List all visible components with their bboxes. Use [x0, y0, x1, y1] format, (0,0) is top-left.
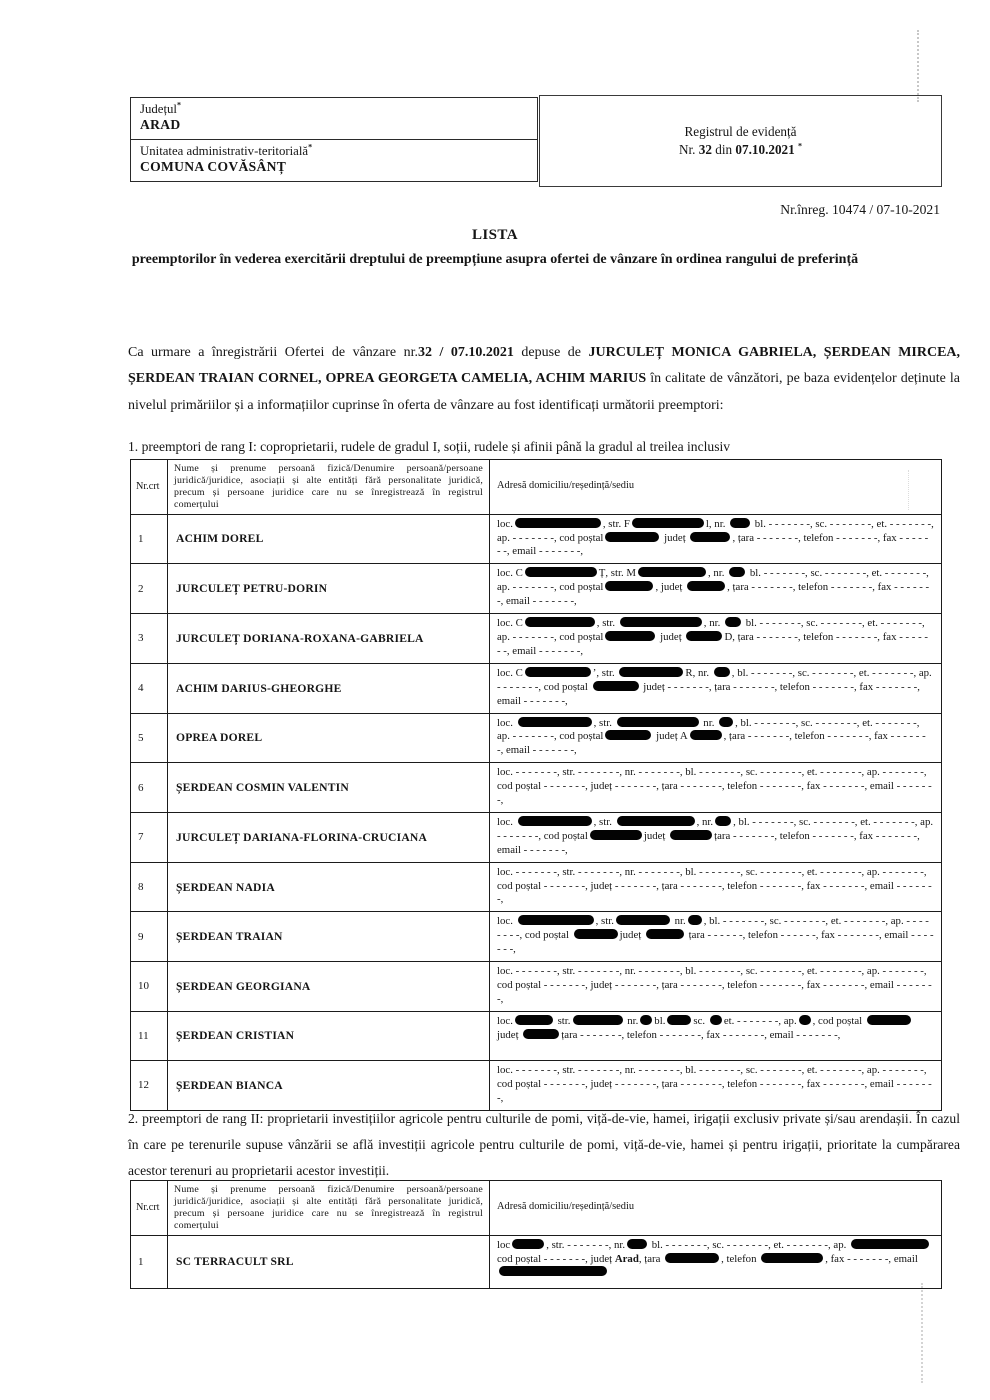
row-name: ACHIM DARIUS-GHEORGHE: [168, 664, 490, 713]
address-text: loc.: [497, 915, 516, 928]
address-text: , cod poștal: [812, 1014, 865, 1027]
address-text: R, nr.: [685, 666, 712, 679]
redaction-mark: [512, 1239, 544, 1249]
text-segment: Ca urmare a înregistrării Ofertei de vânzare nr.: [128, 345, 419, 360]
row-name: OPREA DOREL: [168, 714, 490, 763]
header-cell-address: Adresă domiciliu/reședință/sediu: [497, 1201, 635, 1213]
table-row: [131, 663, 941, 713]
address-text: , str.: [593, 815, 615, 828]
address-text: sc.: [693, 1014, 708, 1027]
table-body: [131, 514, 941, 1110]
redaction-mark: [799, 1015, 811, 1025]
address-text: cod poștal - - - - - - -, județ: [497, 1252, 615, 1265]
redaction-mark: [574, 929, 618, 939]
address-text: , țara: [638, 1252, 664, 1265]
address-text: loc. - - - - - - -, str. - - - - - - -, nr. - - - - - - -, bl. - - - - - - -, sc. - - - - - - -, et. - - - - - - -, ap. - - - - - - -, cod poștal - - - - - - -, județ - - - - - - -, țara - - - - - - -, telefon - - - - - - -, fax - - - - - - -, email - - - - - - -,: [497, 766, 932, 807]
row-number: 2: [131, 564, 168, 613]
redaction-mark: [761, 1253, 823, 1263]
row-name: ȘERDEAN NADIA: [168, 863, 490, 912]
redaction-mark: [525, 667, 591, 677]
row-number: 4: [131, 664, 168, 713]
address-text: , bl. - - - - - - -, sc. - - - - - - -, et. - - - - - - -, ap. - - - - - - -, cod poștal: [497, 666, 932, 693]
address-text: țara - - - - - - -, telefon - - - - - - -, fax - - - - - - -, email - - - - - - -,: [561, 1028, 841, 1041]
row-number: 7: [131, 813, 168, 862]
admin-unit-value: COMUNA COVĂSÂNȚ: [140, 159, 287, 174]
redaction-mark: [632, 518, 704, 528]
address-text: loc. - - - - - - -, str. - - - - - - -, nr. - - - - - - -, bl. - - - - - - -, sc. - - - - - - -, et. - - - - - - -, ap. - - - - - - -, cod poștal - - - - - - -, județ - - - - - - -, țara - - - - - - -, telefon - - - - - - -, fax - - - - - - -, email - - - - - - -,: [497, 865, 932, 906]
row-address: [490, 1236, 941, 1288]
redaction-mark: [710, 1015, 722, 1025]
address-text: loc. C: [497, 666, 523, 679]
redaction-mark: [690, 532, 730, 542]
table-row: [131, 1060, 941, 1110]
address-text: , nr.: [708, 567, 728, 580]
redaction-mark: [640, 1015, 652, 1025]
row-address: [490, 763, 941, 812]
row-address: [490, 1061, 941, 1110]
header-cell-name: Nume și prenume persoană fizică/Denumire persoană/persoane juridică/juridice, asociații și alte entități fără personalitate juridică, precum și persoane juridice care nu se înregistrează în registrul comerțului: [168, 1181, 490, 1235]
table-row: [131, 762, 941, 812]
admin-unit-label: Unitatea administrativ-teritorială*: [140, 142, 313, 158]
redaction-mark: [729, 567, 745, 577]
redaction-mark: [730, 518, 750, 528]
row-address: [490, 564, 941, 613]
row-address: [490, 813, 941, 862]
redaction-mark: [525, 617, 595, 627]
document-subtitle: preemptorilor în vederea exercitării dreptului de preempțiune asupra ofertei de vânzare în ordinea rangului de preferință: [131, 252, 859, 267]
row-name: SC TERRACULT SRL: [168, 1236, 490, 1288]
redaction-mark: [665, 1253, 719, 1263]
address-text: , str.: [596, 617, 618, 630]
row-name: ȘERDEAN BIANCA: [168, 1061, 490, 1110]
redaction-mark: [605, 532, 659, 542]
row-address: [490, 1012, 941, 1060]
redaction-mark: [867, 1015, 911, 1025]
row-number: 3: [131, 614, 168, 663]
row-number: 8: [131, 863, 168, 912]
row-number: 1: [131, 515, 168, 564]
row-number: 11: [131, 1012, 168, 1060]
row-name: JURCULEȚ DARIANA-FLORINA-CRUCIANA: [168, 813, 490, 862]
address-text: loc. - - - - - - -, str. - - - - - - -, nr. - - - - - - -, bl. - - - - - - -, sc. - - - - - - -, et. - - - - - - -, ap. - - - - - - -, cod poștal - - - - - - -, județ - - - - - - -, țara - - - - - - -, telefon - - - - - - -, fax - - - - - - -, email - - - - - - -,: [497, 965, 932, 1005]
address-text: , bl. - - - - - - -, sc. - - - - - - -, et. - - - - - - -, ap. - - - - - - -, cod poștal: [497, 716, 920, 743]
table-row: [131, 812, 941, 862]
table-row: [131, 713, 941, 763]
row-name: JURCULEȚ PETRU-DORIN: [168, 564, 490, 613]
redaction-mark: [515, 1015, 553, 1025]
table-row: [131, 961, 941, 1011]
address-text: , bl. - - - - - - -, sc. - - - - - - -, et. - - - - - - -, ap. - - - - - - - -, cod poștal: [497, 915, 929, 942]
row-name: JURCULEȚ DORIANA-ROXANA-GABRIELA: [168, 614, 490, 663]
header-left-box: [130, 97, 538, 182]
redaction-mark: [605, 581, 653, 591]
redaction-mark: [690, 730, 722, 740]
text-segment: depuse de: [513, 345, 589, 360]
redaction-mark: [851, 1239, 929, 1249]
address-text: loc.: [497, 517, 513, 530]
address-text: loc.: [497, 716, 516, 729]
redaction-mark: [525, 567, 597, 577]
address-text: țara - - - - - - -, telefon - - - - - - -, fax - - - - - - -, email - - - - - - -,: [497, 829, 920, 856]
row-address: [490, 962, 941, 1011]
address-text: județ A: [653, 730, 688, 743]
section1-heading: 1. preemptori de rang I: coproprietarii, rudele de gradul I, soții, rudele și afinii până la gradul al treilea inclusiv: [128, 439, 731, 454]
address-text: județ: [497, 1028, 522, 1041]
county-cell: [131, 98, 537, 140]
table-row: [131, 514, 941, 564]
address-text: nr.: [671, 915, 686, 928]
address-text: loc.: [497, 815, 516, 828]
redaction-mark: [523, 1029, 559, 1039]
redaction-mark: [667, 1015, 691, 1025]
address-text: țara - - - - - -, telefon - - - - - -, fax - - - - - - -, email - - - - - - -,: [497, 929, 934, 956]
row-number: 9: [131, 912, 168, 961]
redaction-mark: [518, 915, 594, 925]
row-number: 5: [131, 714, 168, 763]
address-text: , str. - - - - - - -, nr.: [546, 1238, 626, 1251]
row-name: ȘERDEAN TRAIAN: [168, 912, 490, 961]
address-text: , fax - - - - - - -, email: [825, 1252, 918, 1265]
scan-artifact: [917, 30, 919, 102]
address-text: , str.: [595, 915, 614, 928]
address-text: bl. - - - - - - -, sc. - - - - - - -, et. - - - - - - -, ap.: [649, 1238, 850, 1251]
redaction-mark: [590, 830, 642, 840]
address-text: nr.: [700, 716, 718, 729]
text-segment: în calitate de vânzători, pe baza evidențelor deținute la nivelul primăriilor și a informațiilor cuprinse în oferta de vânzare au fost identificați următorii preemptori:: [128, 371, 960, 413]
row-address: [490, 515, 941, 564]
redaction-mark: [714, 667, 730, 677]
registry-title: Registrul de evidență: [684, 124, 797, 139]
address-text: bl. - - - - - - -, sc. - - - - - - -, et. - - - - - - -, ap. - - - - - - -, cod poștal: [497, 517, 934, 544]
address-text: loc: [497, 1238, 511, 1251]
row-address: [490, 664, 941, 713]
table-row: [131, 862, 941, 912]
county-label: Județul*: [140, 100, 181, 116]
redaction-mark: [725, 617, 741, 627]
redaction-mark: [518, 816, 592, 826]
redaction-mark: [627, 1239, 647, 1249]
table-header-row: [131, 1181, 941, 1235]
row-address: [490, 614, 941, 663]
table-header-row: [131, 460, 941, 514]
address-text: , nr.: [696, 815, 714, 828]
redaction-mark: [715, 816, 731, 826]
redaction-mark: [620, 617, 702, 627]
text-segment: JURCULEȚ MONICA GABRIELA, ȘERDEAN MIRCEA, ȘERDEAN TRAIAN CORNEL, OPREA GEORGETA CAMELIA, ACHIM MARIUS: [128, 345, 961, 387]
address-text: bl. - - - - - - -, sc. - - - - - - -, et. - - - - - - -, ap. - - - - - - -, cod poștal: [497, 567, 929, 594]
document-title: LISTA: [472, 227, 518, 243]
redaction-mark: [499, 1266, 607, 1276]
redaction-mark: [688, 915, 702, 925]
text-segment: 32 / 07.10.2021: [418, 345, 514, 360]
header-cell-nr: Nr.crt: [131, 460, 168, 514]
table-row: [131, 613, 941, 663]
redaction-mark: [605, 631, 655, 641]
address-text: l, nr.: [705, 517, 729, 530]
address-text: bl.: [654, 1014, 666, 1027]
address-text: județ: [657, 630, 685, 643]
registry-box: [539, 95, 942, 187]
address-text: str.: [554, 1014, 571, 1027]
address-text: Ț, str. M: [598, 567, 636, 580]
redaction-mark: [515, 518, 601, 528]
row-address: [490, 863, 941, 912]
row-number: 1: [131, 1236, 168, 1288]
row-name: ȘERDEAN CRISTIAN: [168, 1012, 490, 1060]
redaction-mark: [617, 816, 695, 826]
address-text: loc. - - - - - - -, str. - - - - - - -, nr. - - - - - - -, bl. - - - - - - -, sc. - - - - - - -, et. - - - - - - -, ap. - - - - - - -, cod poștal - - - - - - -, județ - - - - - - -, țara - - - - - - -, telefon - - - - - - -, fax - - - - - - -, email - - - - - - -,: [497, 1063, 932, 1104]
address-text: , țara - - - - - - -, telefon - - - - - - -, fax - - - - - - -, email - - - - - - -,: [497, 531, 929, 558]
table-row: [131, 1011, 941, 1060]
address-text: , telefon: [721, 1252, 760, 1265]
address-text: județ: [619, 929, 644, 942]
address-text: , bl. - - - - - - -, sc. - - - - - - -, et. - - - - - - -, ap. - - - - - - -, cod poștal: [497, 815, 934, 842]
header-cell-nr: Nr.crt: [131, 1181, 168, 1235]
redaction-mark: [593, 681, 639, 691]
redaction-mark: [686, 631, 722, 641]
header-cell-address: Adresă domiciliu/reședință/sediu: [497, 480, 635, 492]
redaction-mark: [687, 581, 725, 591]
redaction-mark: [646, 929, 684, 939]
row-name: ACHIM DOREL: [168, 515, 490, 564]
address-text: , țara - - - - - - -, telefon - - - - - - -, fax - - - - - - -, email - - - - - - -,: [497, 581, 930, 608]
registration-number-line: Nr.înreg. 10474 / 07-10-2021: [780, 202, 940, 217]
row-number: 6: [131, 763, 168, 812]
intro-paragraph: [128, 340, 960, 419]
redaction-mark: [638, 567, 706, 577]
section2-heading: 2. preemptori de rang II: proprietarii investițiilor agricole pentru culturile de pomi, viță-de-vie, hamei, irigații exclusiv private și/sau arendașii. În cazul în care pe terenurile supuse vânzării se află investiții agricole pentru culturile de pomi, viță-de-vie, hamei și pentru irigații, prioritate la cumpărarea acestor terenuri au proprietarii acestor investiții.: [128, 1111, 960, 1178]
address-text: , județ: [655, 581, 686, 594]
row-name: ȘERDEAN COSMIN VALENTIN: [168, 763, 490, 812]
address-text: județ - - - - - - -, țara - - - - - - -, telefon - - - - - - -, fax - - - - - - -, email - - - - - - -,: [497, 680, 920, 707]
redaction-mark: [617, 717, 699, 727]
redaction-mark: [619, 667, 683, 677]
redaction-mark: [670, 830, 712, 840]
address-text: județ: [643, 829, 669, 842]
redaction-mark: [605, 730, 651, 740]
redaction-mark: [719, 717, 733, 727]
address-text: loc.: [497, 1014, 513, 1027]
address-text: , țara - - - - - - -, telefon - - - - - - -, fax - - - - - - -, email - - - - - - -,: [497, 730, 926, 757]
redaction-mark: [573, 1015, 623, 1025]
header-cell-name: Nume și prenume persoană fizică/Denumire persoană/persoane juridică/juridice, asociații și alte entități fără personalitate juridică, precum și persoane juridice care nu se înregistrează în registrul comerțului: [168, 460, 490, 514]
scan-artifact: [921, 1283, 923, 1383]
table-body: [131, 1235, 941, 1288]
row-name: ȘERDEAN GEORGIANA: [168, 962, 490, 1011]
address-text: bl. - - - - - - -, sc. - - - - - - -, et. - - - - - - -, ap. - - - - - - -, cod poștal: [497, 617, 925, 643]
county-value: ARAD: [140, 117, 181, 132]
address-text: nr.: [624, 1014, 639, 1027]
address-text: et. - - - - - - -, ap.: [723, 1014, 797, 1027]
preemptors-rank2-table: [130, 1180, 942, 1289]
table-row: [131, 1235, 941, 1288]
preemptors-rank1-table: [130, 459, 942, 1111]
address-text: loc. C: [497, 567, 523, 580]
address-text: loc. C: [497, 617, 523, 630]
table-row: [131, 911, 941, 961]
scan-artifact: [908, 470, 909, 510]
redaction-mark: [518, 717, 592, 727]
row-address: [490, 912, 941, 961]
address-text: D, țara - - - - - - -, telefon - - - - - - -, fax - - - - - - -, email - - - - - - -,: [497, 630, 928, 657]
registry-number: Nr. 32 din 07.10.2021 *: [678, 141, 803, 157]
row-number: 10: [131, 962, 168, 1011]
table-row: [131, 563, 941, 613]
admin-unit-cell: [131, 140, 537, 181]
redaction-mark: [616, 915, 670, 925]
address-text: ’, str.: [592, 666, 618, 679]
address-text: , str.: [593, 716, 615, 729]
row-number: 12: [131, 1061, 168, 1110]
row-address: [490, 714, 941, 763]
address-text: județ: [661, 531, 689, 544]
address-text: Arad: [614, 1252, 639, 1265]
address-text: , nr.: [703, 617, 723, 630]
address-text: , str. F: [602, 517, 630, 530]
